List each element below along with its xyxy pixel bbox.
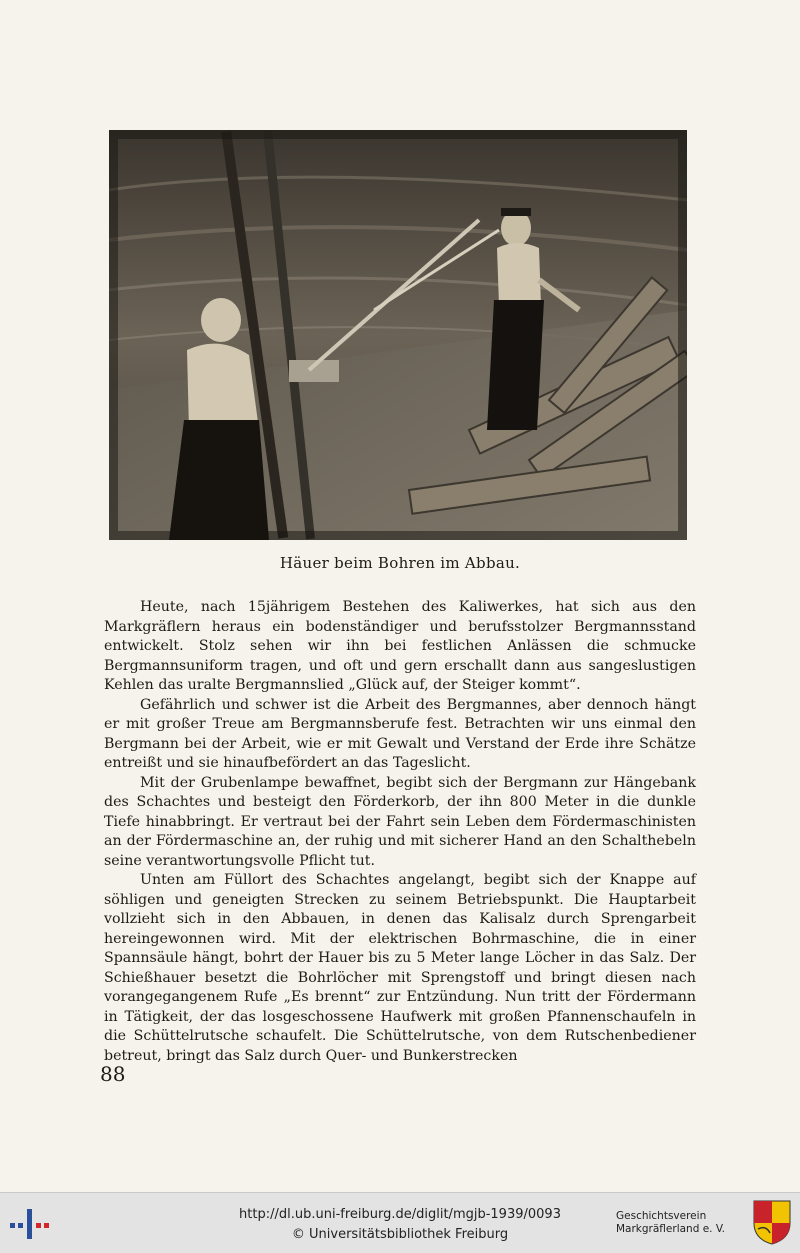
mining-photograph [109,130,687,540]
society-name-line: Markgräflerland e. V. [616,1223,726,1235]
body-text [104,598,696,1066]
paragraph: Unten am Füllort des Schachtes angelangt, begibt sich der Knappe auf söhligen und geneigten Strecken zu seinem Betriebspunkt. Die Hauptarbeit vollzieht sich in den Abbauen, in denen das Kalisalz durch Sprengarbeit hereingewonnen wird. Mit der elektrischen Bohrmaschine, die in einer Spannsäule hängt, bohrt der Hauer bis zu 5 Meter lange Löcher in das Salz. Der Schießhauer besetzt die Bohrlöcher mit Sprengstoff und bringt diesen nach vorangegangenem Rufe „Es brennt“ zur Entzündung. Nun tritt der Fördermann in Tätigkeit, der das losgeschossene Haufwerk mit großen Pfannenschaufeln in die Schüttelrutsche schaufelt. Die Schüttelrutsche, von dem Rutschenbediener betreut, bringt das Salz durch Quer- und Bunkerstrecken [104,872,696,1064]
paragraph: Gefährlich und schwer ist die Arbeit des Bergmannes, aber dennoch hängt er mit großer Treue am Bergmannsberufe fest. Betrachten wir uns einmal den Bergmann bei der Arbeit, wie er mit Gewalt und Verstand der Erde ihre Schätze entreißt und sie hinaufbefördert an das Tageslicht. [104,696,696,771]
paragraph: Mit der Grubenlampe bewaffnet, begibt sich der Bergmann zur Hängebank des Schachtes und besteigt den Förderkorb, der ihn 800 Meter in die dunkle Tiefe hinabbringt. Er vertraut bei der Fahrt sein Leben dem Fördermaschinisten an der Fördermaschine an, der ruhig und mit sicherer Hand an den Schalthebeln seine verantwortungsvolle Pflicht tut. [104,774,696,869]
society-name [616,1210,746,1236]
paragraph: Heute, nach 15jährigem Bestehen des Kaliwerkes, hat sich aus den Markgräflern heraus ein bodenständiger und berufsstolzer Bergmannsstand entwickelt. Stolz sehen wir ihn bei festlichen Anlässen die schmucke Bergmannsuniform tragen, und oft und gern erschallt dann aus sangeslustigen Kehlen das uralte Bergmannslied „Glück auf, der Steiger kommt“. [104,599,696,693]
page-number: 88 [100,1062,126,1086]
copyright-notice: © Universitätsbibliothek Freiburg [291,1227,509,1242]
mining-photo-illustration [109,130,687,540]
source-url-link[interactable]: http://dl.ub.uni-freiburg.de/diglit/mgjb-1939/0093 [239,1207,561,1222]
society-name-line: Geschichtsverein [616,1210,707,1222]
viewer-footer [0,1192,800,1253]
library-logo-icon [10,1207,50,1241]
photo-caption: Häuer beim Bohren im Abbau. [279,554,521,572]
coat-of-arms-icon [752,1199,792,1245]
